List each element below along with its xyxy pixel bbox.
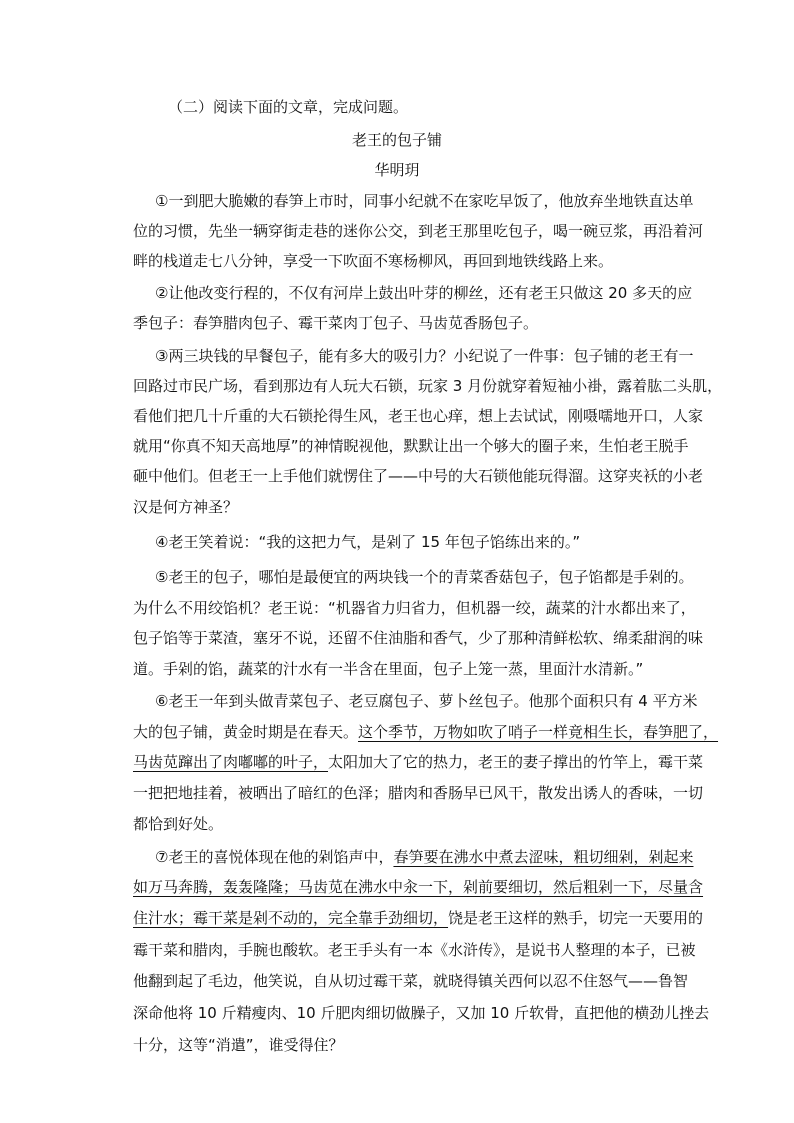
- p6-line-5: 都恰到好处。: [133, 815, 224, 833]
- p7-line-1-text: ⑦老王的喜悦体现在他的剁馅声中，: [155, 848, 394, 866]
- p7-line-6: 深命他将 10 斤精瘦肉、10 斤肥肉细切做臊子，又加 10 斤软骨，直把他的横劲儿挫去: [133, 1004, 710, 1022]
- p7-line-4: 霉干菜和腊肉，手腕也酸软。老王手头有一本《水浒传》，是说书人整理的本子，已被: [133, 941, 696, 959]
- p7-underlined-sentence-part-3: 马齿苋在沸水中汆一下，剁前要细切，然后粗剁一下，尽量含: [298, 878, 704, 896]
- p6-line-3-text: 太阳加大了它的热力，老王的妻子撑出的竹竿上，霉干菜: [328, 753, 704, 771]
- p3-line-3: 看他们把几十斤重的大石锁抡得生风，老王也心痒，想上去试试，刚嗫嚅地开口，人家: [133, 407, 704, 425]
- p5-line-4: 道。手剁的馅，蔬菜的汁水有一半含在里面，包子上笼一蒸，里面汁水清新。”: [133, 660, 644, 678]
- p7-underlined-sentence-part-1: 春笋要在沸水中煮去涩味，粗切细剁，剁起来: [393, 848, 694, 866]
- p3-line-5: 砸中他们。但老王一上手他们就愣住了——中号的大石锁他能玩得溜。这穿夹袄的小老: [133, 467, 704, 485]
- p2-line-2: 季包子：春笋腊肉包子、霉干菜肉丁包子、马齿苋香肠包子。: [133, 314, 539, 332]
- p3-line-4: 就用“你真不知天高地厚”的神情睨视他，默默让出一个够大的圈子来，生怕老王脱手: [133, 437, 689, 455]
- p7-line-5: 他翻到起了毛边，他笑说，自从切过霉干菜，就晓得镇关西何以忍不住怒气——鲁智: [133, 972, 689, 990]
- p3-line-1: ③两三块钱的早餐包子，能有多大的吸引力？小纪说了一件事：包子铺的老王有一: [155, 347, 694, 365]
- p3-line-2: 回路过市民广场，看到那边有人玩大石锁，玩家 3 月份就穿着短袖小褂，露着肱二头肌，: [133, 377, 723, 395]
- p1-line-3: 畔的栈道走七八分钟，享受一下吹面不寒杨柳风，再回到地铁线路上来。: [133, 252, 614, 270]
- p7-line-2: [133, 877, 703, 897]
- p6-line-4: 一把把地挂着，被晒出了暗红的色泽；腊肉和香肠早已风干，散发出诱人的香味，一切: [133, 784, 704, 802]
- p7-underlined-sentence-part-5: 霉干菜是剁不动的，完全靠手劲细切，: [193, 909, 449, 927]
- p6-line-1: ⑥老王一年到头做青菜包子、老豆腐包子、萝卜丝包子。他那个面积只有 4 平方米: [155, 692, 698, 710]
- p5-line-3: 包子馅等于菜渣，塞牙不说，还留不住油脂和香气，少了那种清鲜松软、绵柔甜润的味: [133, 629, 704, 647]
- p1-line-2: 位的习惯，先坐一辆穿街走巷的迷你公交，到老王那里吃包子，喝一碗豆浆，再沿着河: [133, 222, 704, 240]
- p7-line-1: [155, 847, 693, 867]
- p3-line-6: 汉是何方神圣？: [133, 498, 239, 516]
- p7-underlined-sentence-part-4: 住汁水；: [133, 909, 194, 927]
- p7-underlined-sentence-part-2: 如万马奔腾，轰轰隆隆；: [133, 878, 299, 896]
- p6-line-2: [133, 722, 718, 742]
- p6-line-3: [133, 752, 703, 772]
- article-author: 华明玥: [374, 161, 420, 179]
- p7-line-3: [133, 908, 703, 928]
- p1-line-1: ①一到肥大脆嫩的春笋上市时，同事小纪就不在家吃早饭了，他放弃坐地铁直达单: [155, 192, 694, 210]
- article-title: 老王的包子铺: [351, 131, 442, 149]
- p4-line-1: ④老王笑着说：“我的这把力气，是剁了 15 年包子馅练出来的。”: [155, 533, 581, 551]
- p6-line-2-text: 大的包子铺，黄金时期是在春天。: [133, 723, 359, 741]
- p7-line-3-text: 饶是老王这样的熟手，切完一天要用的: [448, 909, 704, 927]
- p7-line-7: 十分，这等“消遣”，谁受得住？: [133, 1036, 344, 1054]
- p6-underlined-sentence-part-2: 马齿苋蹿出了肉嘟嘟的叶子，: [133, 753, 329, 771]
- p6-underlined-sentence-part-1: 这个季节，万物如吹了哨子一样竟相生长，春笋肥了，: [358, 723, 719, 741]
- p5-line-1: ⑤老王的包子，哪怕是最便宜的两块钱一个的青菜香菇包子，包子馅都是手剁的。: [155, 568, 694, 586]
- section-heading: （二）阅读下面的文章，完成问题。: [168, 98, 409, 116]
- p5-line-2: 为什么不用绞馅机？老王说：“机器省力归省力，但机器一绞，蔬菜的汁水都出来了，: [133, 599, 696, 617]
- p2-line-1: ②让他改变行程的，不仅有河岸上鼓出叶芽的柳丝，还有老王只做这 20 多天的应: [155, 284, 693, 302]
